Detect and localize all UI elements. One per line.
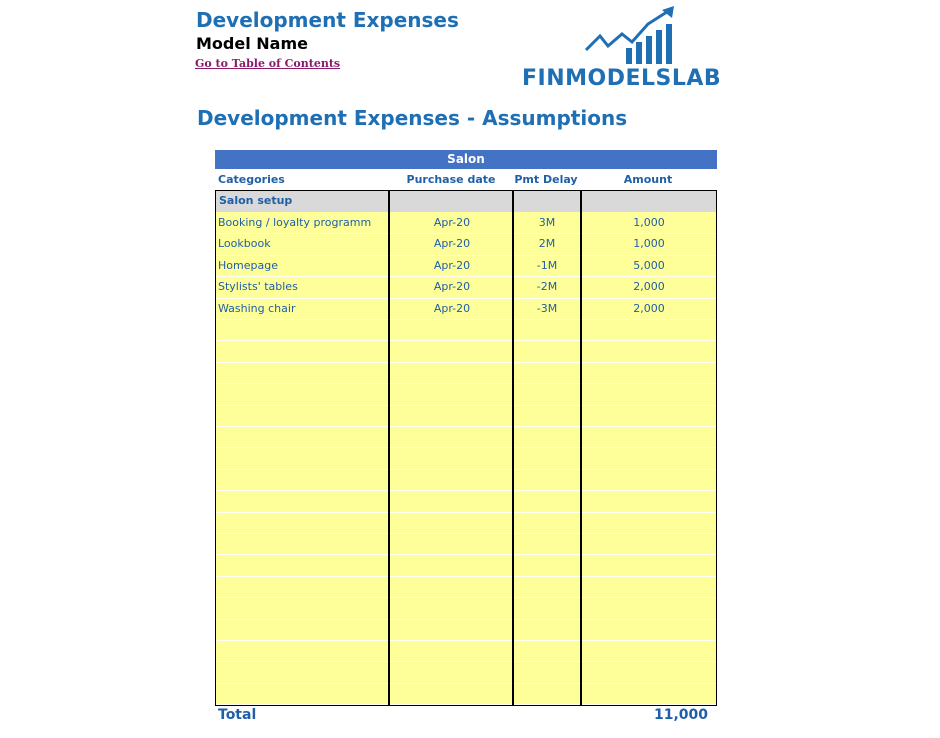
row-amount[interactable]: 1,000 xyxy=(633,216,665,229)
row-pmt-delay[interactable]: -3M xyxy=(536,301,558,315)
row-gridline xyxy=(216,640,716,641)
total-value: 11,000 xyxy=(653,707,708,723)
row-gridline xyxy=(216,554,716,555)
row-gridline xyxy=(216,233,716,234)
row-gridline xyxy=(216,255,716,256)
row-gridline xyxy=(216,298,716,299)
row-amount[interactable]: 2,000 xyxy=(633,280,665,294)
total-label: Total xyxy=(218,707,257,723)
category-label: Salon setup xyxy=(219,194,293,207)
row-amount[interactable]: 1,000 xyxy=(633,237,665,251)
row-gridline xyxy=(216,405,716,406)
finmodelslab-logo xyxy=(518,6,728,92)
model-name: Model Name xyxy=(196,34,308,53)
section-header-salon: Salon xyxy=(215,150,717,169)
row-gridline xyxy=(216,683,716,684)
row-gridline xyxy=(216,490,716,491)
row-gridline xyxy=(216,576,716,577)
row-amount[interactable]: 5,000 xyxy=(633,258,665,272)
row-category-name[interactable]: Booking / loyalty programm xyxy=(218,216,372,229)
row-purchase-date[interactable]: Apr-20 xyxy=(433,280,471,294)
row-gridline xyxy=(216,597,716,598)
growth-chart-icon xyxy=(578,6,708,68)
row-category-name[interactable]: Stylists' tables xyxy=(218,280,298,294)
row-gridline xyxy=(216,533,716,534)
row-amount[interactable]: 2,000 xyxy=(633,301,665,315)
row-pmt-delay[interactable]: 2M xyxy=(538,237,556,251)
column-divider xyxy=(580,191,582,705)
table-of-contents-link[interactable]: Go to Table of Contents xyxy=(195,57,341,70)
row-gridline xyxy=(216,512,716,513)
row-purchase-date[interactable]: Apr-20 xyxy=(433,216,471,229)
column-header-pmt-delay: Pmt Delay xyxy=(514,173,578,186)
row-gridline xyxy=(216,319,716,320)
row-purchase-date[interactable]: Apr-20 xyxy=(433,301,471,315)
row-gridline xyxy=(216,661,716,662)
column-divider xyxy=(512,191,514,705)
column-header-purchase-date: Purchase date xyxy=(406,173,496,186)
row-purchase-date[interactable]: Apr-20 xyxy=(433,258,471,272)
row-pmt-delay[interactable]: -1M xyxy=(536,258,558,272)
row-gridline xyxy=(216,426,716,427)
row-gridline xyxy=(216,383,716,384)
column-divider xyxy=(388,191,390,705)
row-pmt-delay[interactable]: -2M xyxy=(536,280,558,294)
row-gridline xyxy=(216,447,716,448)
category-row xyxy=(216,191,716,212)
row-category-name[interactable]: Washing chair xyxy=(218,301,296,315)
column-header-categories: Categories xyxy=(218,173,285,186)
page-title: Development Expenses xyxy=(196,8,459,32)
row-gridline xyxy=(216,469,716,470)
input-grid xyxy=(215,190,717,706)
section-title: Development Expenses - Assumptions xyxy=(197,106,628,130)
row-gridline xyxy=(216,276,716,277)
row-gridline xyxy=(216,340,716,341)
row-pmt-delay[interactable]: 3M xyxy=(538,216,556,229)
logo-text: FINMODELSLAB xyxy=(522,66,722,91)
row-gridline xyxy=(216,619,716,620)
row-category-name[interactable]: Lookbook xyxy=(218,237,271,251)
row-gridline xyxy=(216,362,716,363)
column-header-amount: Amount xyxy=(623,173,673,186)
row-category-name[interactable]: Homepage xyxy=(218,258,278,272)
row-purchase-date[interactable]: Apr-20 xyxy=(433,237,471,251)
row-gridline xyxy=(216,704,716,705)
